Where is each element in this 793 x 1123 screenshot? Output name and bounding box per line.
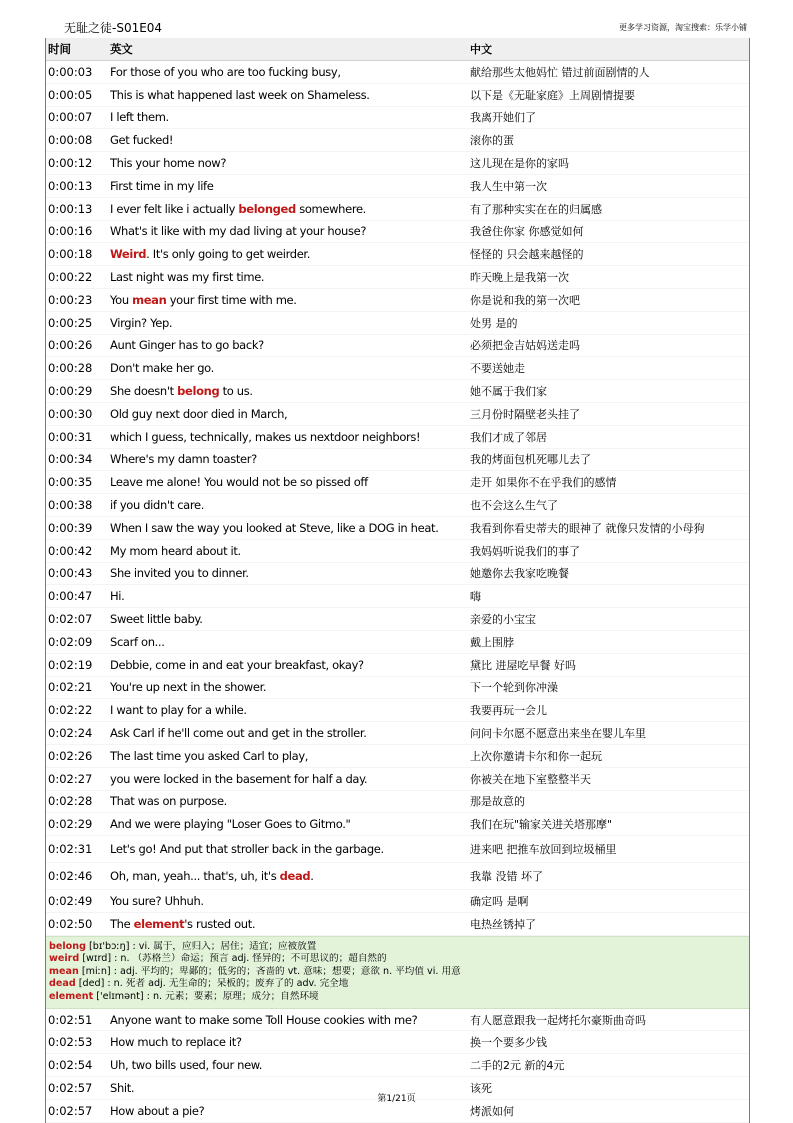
timestamp-cell: 0:00:03 — [48, 64, 93, 79]
table-row — [46, 608, 749, 631]
column-header-english: 英文 — [110, 42, 133, 56]
chinese-cell: 我的烤面包机死哪儿去了 — [470, 453, 591, 467]
chinese-cell: 嗨 — [470, 590, 481, 604]
chinese-cell: 有人愿意跟我一起烤托尔豪斯曲奇吗 — [470, 1013, 646, 1027]
english-cell — [110, 913, 466, 935]
timestamp-cell: 0:02:49 — [48, 893, 93, 908]
english-text-after: 's rusted out. — [184, 916, 256, 931]
timestamp-cell: 0:00:39 — [48, 520, 93, 535]
chinese-cell: 滚你的蛋 — [470, 134, 514, 148]
chinese-cell: 处男 是的 — [470, 316, 518, 330]
table-row — [46, 380, 749, 403]
highlighted-vocab-word: Weird — [110, 247, 147, 262]
timestamp-cell: 0:00:31 — [48, 429, 93, 444]
table-row — [46, 585, 749, 608]
chinese-cell: 烤派如何 — [470, 1104, 514, 1118]
timestamp-cell: 0:00:12 — [48, 156, 93, 171]
timestamp-cell: 0:00:13 — [48, 178, 93, 193]
timestamp-cell: 0:00:05 — [48, 87, 93, 102]
chinese-cell: 她邀你去我家吃晚餐 — [470, 567, 569, 581]
timestamp-cell: 0:02:19 — [48, 657, 93, 672]
table-row — [46, 836, 749, 863]
english-text-before: You — [110, 292, 133, 307]
table-row — [46, 289, 749, 312]
english-cell: First time in my life — [110, 178, 214, 193]
vocab-definition: [miːn] : adj. 平均的；卑鄙的；低劣的；吝啬的 vt. 意味；想要；意欲 n. 平均值 vi. 用意 — [78, 965, 461, 977]
table-row — [46, 863, 749, 890]
timestamp-cell: 0:02:29 — [48, 817, 93, 832]
english-text-after: . — [310, 869, 314, 884]
timestamp-cell: 0:00:47 — [48, 589, 93, 604]
english-cell: That was on purpose. — [110, 794, 227, 809]
chinese-cell: 必须把金吉姑妈送走吗 — [470, 339, 580, 353]
english-cell: Anyone want to make some Toll House cookies with me? — [110, 1012, 418, 1027]
chinese-cell: 这儿现在是你的家吗 — [470, 157, 569, 171]
timestamp-cell: 0:02:53 — [48, 1035, 93, 1050]
subtitle-rows-part-1 — [46, 61, 749, 936]
table-row — [46, 699, 749, 722]
english-cell: Aunt Ginger has to go back? — [110, 338, 264, 353]
english-text — [110, 917, 255, 931]
chinese-cell: 电热丝锈掉了 — [470, 917, 536, 931]
english-cell: Debbie, come in and eat your breakfast, okay? — [110, 657, 364, 672]
english-cell: Last night was my first time. — [110, 270, 265, 285]
english-cell: Leave me alone! You would not be so pissed off — [110, 475, 368, 490]
english-cell: For those of you who are too fucking busy, — [110, 64, 341, 79]
english-cell — [110, 380, 466, 402]
english-cell: And we were playing "Loser Goes to Gitmo." — [110, 817, 351, 832]
english-cell: She invited you to dinner. — [110, 566, 249, 581]
table-row — [46, 890, 749, 913]
english-text — [110, 293, 297, 307]
english-text-after: somewhere. — [295, 201, 366, 216]
english-cell: This your home now? — [110, 156, 227, 171]
english-cell: Uh, two bills used, four new. — [110, 1058, 263, 1073]
table-row — [46, 152, 749, 175]
table-row — [46, 357, 749, 380]
highlighted-vocab-word: element — [133, 916, 185, 931]
table-row — [46, 913, 749, 936]
vocab-word: mean — [49, 965, 79, 977]
chinese-cell: 我们在玩"输家关进关塔那摩" — [470, 818, 613, 832]
timestamp-cell: 0:00:34 — [48, 452, 93, 467]
timestamp-cell: 0:02:50 — [48, 916, 93, 931]
subtitle-table — [45, 38, 750, 1123]
table-row — [46, 243, 749, 266]
chinese-cell: 昨天晚上是我第一次 — [470, 271, 569, 285]
timestamp-cell: 0:00:29 — [48, 384, 93, 399]
chinese-cell: 上次你邀请卡尔和你一起玩 — [470, 749, 602, 763]
english-text-before: The — [110, 916, 134, 931]
vocabulary-box — [46, 936, 749, 1009]
english-cell: Scarf on... — [110, 634, 165, 649]
column-header-time: 时间 — [48, 42, 71, 56]
chinese-cell: 献给那些太他妈忙 错过前面剧情的人 — [470, 65, 650, 79]
chinese-cell: 换一个要多少钱 — [470, 1036, 547, 1050]
english-cell: Don't make her go. — [110, 361, 214, 376]
table-row — [46, 107, 749, 130]
timestamp-cell: 0:00:22 — [48, 270, 93, 285]
english-text-before: Oh, man, yeah... that's, uh, it's — [110, 869, 280, 884]
timestamp-cell: 0:02:31 — [48, 842, 93, 857]
chinese-cell: 黛比 进屋吃早餐 好吗 — [470, 658, 576, 672]
chinese-cell: 怪怪的 只会越来越怪的 — [470, 248, 584, 262]
english-cell: I want to play for a while. — [110, 703, 247, 718]
chinese-cell: 你被关在地下室整整半天 — [470, 772, 591, 786]
english-cell: How about a pie? — [110, 1103, 205, 1118]
table-row — [46, 654, 749, 677]
chinese-cell: 我靠 没错 坏了 — [470, 870, 543, 884]
english-cell: Hi. — [110, 589, 125, 604]
table-row — [46, 221, 749, 244]
column-header-chinese: 中文 — [470, 43, 492, 56]
timestamp-cell: 0:02:09 — [48, 634, 93, 649]
header-promo-text: 更多学习资源，淘宝搜索：乐学小铺 — [619, 23, 747, 32]
chinese-cell: 以下是《无耻家庭》上周剧情提要 — [470, 88, 635, 102]
english-text — [110, 869, 314, 883]
timestamp-cell: 0:00:26 — [48, 338, 93, 353]
chinese-cell: 她不属于我们家 — [470, 385, 547, 399]
timestamp-cell: 0:00:30 — [48, 406, 93, 421]
vocab-word: belong — [49, 940, 86, 952]
chinese-cell: 我爸住你家 你感觉如何 — [470, 225, 584, 239]
timestamp-cell: 0:00:35 — [48, 475, 93, 490]
chinese-cell: 二手的2元 新的4元 — [470, 1059, 565, 1073]
highlighted-vocab-word: belong — [177, 384, 220, 399]
timestamp-cell: 0:02:51 — [48, 1012, 93, 1027]
timestamp-cell: 0:00:42 — [48, 543, 93, 558]
table-row — [46, 129, 749, 152]
timestamp-cell: 0:00:08 — [48, 133, 93, 148]
english-cell: What's it like with my dad living at your house? — [110, 224, 367, 239]
timestamp-cell: 0:02:57 — [48, 1080, 93, 1095]
english-cell: The last time you asked Carl to play, — [110, 748, 309, 763]
chinese-cell: 也不会这么生气了 — [470, 499, 558, 513]
timestamp-cell: 0:00:23 — [48, 292, 93, 307]
english-cell: Get fucked! — [110, 133, 174, 148]
table-row — [46, 449, 749, 472]
timestamp-cell: 0:02:27 — [48, 771, 93, 786]
vocab-definition: [bɪ'bɔːŋ] : vi. 属于，应归入；居住；适宜；应被放置 — [85, 940, 317, 952]
english-text-after: . It's only going to get weirder. — [146, 247, 311, 262]
table-row — [46, 813, 749, 836]
vocab-entry — [49, 978, 746, 991]
chinese-cell: 不要送她走 — [470, 362, 525, 376]
highlighted-vocab-word: belonged — [238, 201, 296, 216]
table-row — [46, 677, 749, 700]
vocab-word: element — [49, 991, 94, 1003]
timestamp-cell: 0:00:16 — [48, 224, 93, 239]
table-row — [46, 403, 749, 426]
timestamp-cell: 0:00:07 — [48, 110, 93, 125]
english-text-before: She doesn't — [110, 384, 178, 399]
timestamp-cell: 0:00:38 — [48, 498, 93, 513]
vocab-entry — [49, 941, 746, 954]
english-cell: I left them. — [110, 110, 169, 125]
timestamp-cell: 0:00:13 — [48, 201, 93, 216]
english-text-after: to us. — [219, 384, 253, 399]
page-header — [64, 16, 747, 36]
table-row — [46, 1031, 749, 1054]
english-cell: My mom heard about it. — [110, 543, 241, 558]
chinese-cell: 我们才成了邻居 — [470, 430, 547, 444]
english-cell — [110, 863, 466, 889]
subtitle-rows-part-2 — [46, 1009, 749, 1123]
highlighted-vocab-word: dead — [279, 869, 311, 884]
table-row — [46, 312, 749, 335]
chinese-cell: 走开 如果你不在乎我们的感情 — [470, 476, 617, 490]
table-row — [46, 471, 749, 494]
english-cell: This is what happened last week on Shameless. — [110, 87, 370, 102]
english-cell: Where's my damn toaster? — [110, 452, 257, 467]
table-row — [46, 517, 749, 540]
highlighted-vocab-word: mean — [132, 292, 167, 307]
vocab-definition: [wɪrd] : n. （苏格兰）命运；预言 adj. 怪异的；不可思议的；超自然的 — [79, 953, 387, 965]
chinese-cell: 我妈妈听说我们的事了 — [470, 544, 580, 558]
english-text — [110, 384, 253, 398]
timestamp-cell: 0:02:22 — [48, 703, 93, 718]
english-cell: How much to replace it? — [110, 1035, 242, 1050]
table-row — [46, 1009, 749, 1032]
chinese-cell: 你是说和我的第一次吧 — [470, 293, 580, 307]
vocab-definition: [ded] : n. 死者 adj. 无生命的；呆板的；废弃了的 adv. 完全地 — [75, 978, 349, 990]
english-cell — [110, 243, 466, 265]
english-text — [110, 202, 366, 216]
vocab-entry — [49, 953, 746, 966]
english-cell: Shit. — [110, 1080, 135, 1095]
timestamp-cell: 0:02:26 — [48, 748, 93, 763]
chinese-cell: 该死 — [470, 1081, 492, 1095]
english-text-before: I ever felt like i actually — [110, 201, 239, 216]
vocab-word: dead — [49, 978, 76, 990]
english-cell: if you didn't care. — [110, 498, 205, 513]
english-cell: Virgin? Yep. — [110, 315, 173, 330]
english-cell: You're up next in the shower. — [110, 680, 267, 695]
table-row — [46, 722, 749, 745]
chinese-cell: 我离开她们了 — [470, 111, 536, 125]
chinese-cell: 进来吧 把推车放回到垃圾桶里 — [470, 843, 617, 857]
english-cell — [110, 198, 466, 220]
timestamp-cell: 0:00:25 — [48, 315, 93, 330]
timestamp-cell: 0:02:24 — [48, 726, 93, 740]
english-cell: When I saw the way you looked at Steve, like a DOG in heat. — [110, 520, 439, 535]
english-text — [110, 247, 310, 261]
table-row — [46, 494, 749, 517]
table-row — [46, 563, 749, 586]
table-row — [46, 1054, 749, 1077]
table-row — [46, 540, 749, 563]
english-cell: Old guy next door died in March, — [110, 406, 288, 421]
timestamp-cell: 0:00:43 — [48, 566, 93, 581]
table-row — [46, 335, 749, 358]
table-row — [46, 768, 749, 791]
table-row — [46, 745, 749, 768]
table-header — [46, 38, 749, 61]
document-title: 无耻之徒-S01E04 — [64, 21, 163, 35]
vocab-entry — [49, 966, 746, 979]
english-cell: Sweet little baby. — [110, 612, 203, 627]
vocab-word: weird — [49, 953, 80, 965]
timestamp-cell: 0:02:21 — [48, 680, 93, 695]
english-cell: Ask Carl if he'll come out and get in the stroller. — [110, 726, 367, 740]
chinese-cell: 我要再玩一会儿 — [470, 704, 547, 718]
timestamp-cell: 0:02:46 — [48, 869, 93, 884]
chinese-cell: 有了那种实实在在的归属感 — [470, 202, 602, 216]
table-row — [46, 175, 749, 198]
timestamp-cell: 0:02:07 — [48, 612, 93, 627]
table-row — [46, 426, 749, 449]
timestamp-cell: 0:02:28 — [48, 794, 93, 809]
chinese-cell: 亲爱的小宝宝 — [470, 613, 536, 627]
english-cell — [110, 289, 466, 311]
english-cell: you were locked in the basement for half a day. — [110, 771, 368, 786]
chinese-cell: 我人生中第一次 — [470, 179, 547, 193]
table-row — [46, 198, 749, 221]
chinese-cell: 我看到你看史蒂夫的眼神了 就像只发情的小母狗 — [470, 521, 705, 535]
english-cell: which I guess, technically, makes us nextdoor neighbors! — [110, 429, 421, 444]
chinese-cell: 三月份时隔壁老头挂了 — [470, 407, 580, 421]
table-row — [46, 266, 749, 289]
timestamp-cell: 0:00:28 — [48, 361, 93, 376]
table-row — [46, 791, 749, 814]
timestamp-cell: 0:00:18 — [48, 247, 93, 262]
timestamp-cell: 0:02:57 — [48, 1103, 93, 1118]
chinese-cell: 下一个轮到你冲澡 — [470, 681, 558, 695]
chinese-cell: 确定吗 是啊 — [470, 894, 529, 908]
table-row — [46, 631, 749, 654]
english-cell: You sure? Uhhuh. — [110, 893, 204, 908]
chinese-cell: 那是故意的 — [470, 795, 525, 809]
chinese-cell: 戴上围脖 — [470, 635, 514, 649]
english-text-after: your first time with me. — [166, 292, 297, 307]
english-cell: Let's go! And put that stroller back in the garbage. — [110, 842, 384, 857]
vocab-entry — [49, 991, 746, 1004]
chinese-cell: 问问卡尔愿不愿意出来坐在婴儿车里 — [470, 727, 646, 740]
timestamp-cell: 0:02:54 — [48, 1058, 93, 1073]
table-row — [46, 61, 749, 84]
vocab-definition: ['elɪmənt] : n. 元素；要素；原理；成分；自然环境 — [93, 991, 319, 1003]
page-number: 第1/21页 — [377, 1094, 416, 1104]
table-row — [46, 84, 749, 107]
